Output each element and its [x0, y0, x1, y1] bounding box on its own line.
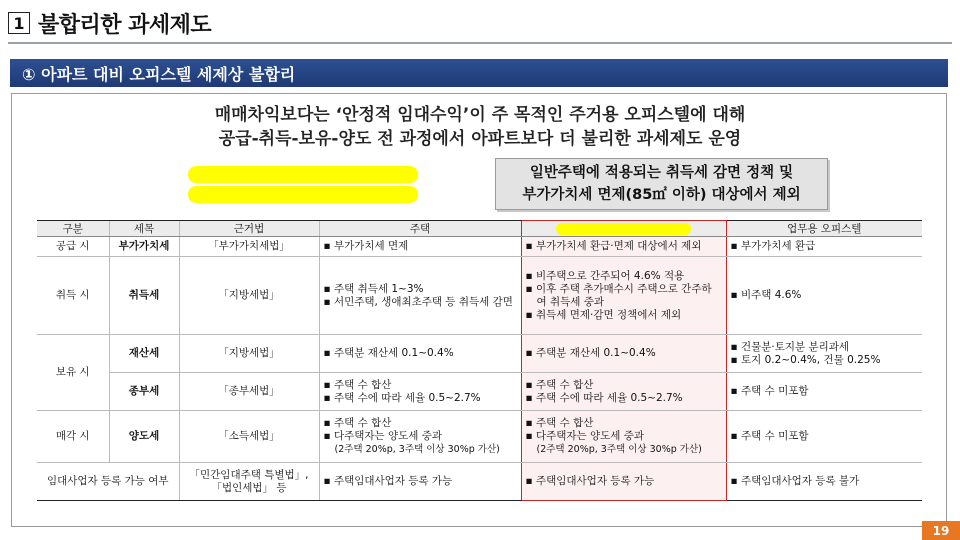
law-cell: 「지방세법」 — [179, 335, 319, 373]
table-row — [37, 373, 922, 411]
bullet-item: ▪ 주택 수에 따라 세율 0.5~2.7% — [525, 391, 683, 404]
title-text: 불합리한 과세제도 — [38, 12, 212, 38]
bullet-item: ▪ 다주택자는 양도세 중과 — [323, 430, 443, 442]
housing-cell — [319, 463, 521, 501]
bullet-item: ▪ 토지 0.2~0.4%, 건물 0.25% — [730, 353, 881, 366]
note-line2: 부가가치세 면제(85㎡ 이하) 대상에서 제외 — [522, 187, 801, 203]
headline-line1: 매매차익보다는 ‘안정적 임대수익’이 주 목적인 주거용 오피스텔에 대해 — [214, 105, 746, 125]
bullet-item: ▪ 서민주택, 생애최초주택 등 취득세 감면 — [323, 295, 513, 308]
note-line1: 일반주택에 적용되는 취득세 감면 정책 및 — [529, 165, 794, 181]
bullet-item: ▪ 건물분·토지분 분리과세 — [730, 340, 850, 353]
tax-cell: 취득세 — [109, 257, 179, 335]
officetel-cell — [521, 463, 726, 501]
table-row — [37, 463, 922, 501]
header-law: 근거법 — [179, 221, 319, 237]
slide-title — [8, 6, 211, 40]
title-divider — [8, 42, 952, 44]
business-cell — [726, 335, 922, 373]
tax-cell: 양도세 — [109, 411, 179, 463]
table-row — [37, 335, 922, 373]
housing-cell — [319, 257, 521, 335]
officetel-cell — [521, 335, 726, 373]
bullet-item: ▪ 주택임대사업자 등록 불가 — [730, 475, 860, 487]
page-number-badge: 19 — [922, 521, 960, 540]
stage-cell: 보유 시 — [37, 335, 109, 411]
table-row — [37, 237, 922, 257]
business-cell — [726, 237, 922, 257]
stage-cell: 매각 시 — [37, 411, 109, 463]
header-highlight-redaction — [556, 223, 691, 235]
bullet-item: ▪ 이후 주택 추가매수시 주택으로 간주하여 취득세 중과 — [525, 282, 712, 308]
header-housing: 주택 — [319, 221, 521, 237]
tax-comparison-table — [37, 220, 922, 501]
stage-cell: 취득 시 — [37, 257, 109, 335]
bullet-item: ▪ 비주택 4.6% — [730, 289, 802, 301]
officetel-cell — [521, 411, 726, 463]
business-cell — [726, 463, 922, 501]
business-cell — [726, 411, 922, 463]
bullet-item: ▪ 주택 수에 따라 세율 0.5~2.7% — [323, 391, 481, 404]
tax-cell: 종부세 — [109, 373, 179, 411]
law-cell: 「소득세법」 — [179, 411, 319, 463]
bullet-item: ▪ 주택분 재산세 0.1~0.4% — [525, 347, 656, 359]
header-tax: 세목 — [109, 221, 179, 237]
headline-line2: 공급-취득-보유-양도 전 과정에서 아파트보다 더 불리한 과세제도 운영 — [218, 129, 742, 149]
stage-cell: 공급 시 — [37, 237, 109, 257]
bullet-item: ▪ 주택 취득세 1~3% — [323, 282, 424, 295]
highlight-redaction-2 — [188, 186, 418, 203]
officetel-cell — [521, 257, 726, 335]
bullet-item: ▪ 주택 수 합산 — [525, 378, 594, 391]
law-cell: 「부가가치세법」 — [179, 237, 319, 257]
bullet-item: ▪ 주택 수 미포함 — [730, 430, 809, 442]
law-line2: 「법인세법」 등 — [211, 481, 287, 494]
business-cell — [726, 257, 922, 335]
section-header: ① 아파트 대비 오피스텔 세제상 불합리 — [10, 59, 948, 87]
note-box — [495, 158, 828, 210]
bullet-item: ▪ 주택분 재산세 0.1~0.4% — [323, 347, 454, 359]
title-number-box: 1 — [8, 12, 30, 34]
tax-cell: 부가가치세 — [109, 237, 179, 257]
surcharge-note: (2주택 20%p, 3주택 이상 30%p 가산) — [334, 444, 500, 455]
table-header-row — [37, 221, 922, 237]
tax-cell: 재산세 — [109, 335, 179, 373]
housing-cell — [319, 237, 521, 257]
bullet-item: ▪ 주택 수 합산 — [525, 417, 594, 429]
bullet-item: ▪ 주택임대사업자 등록 가능 — [525, 475, 655, 487]
surcharge-note: (2주택 20%p, 3주택 이상 30%p 가산) — [536, 444, 702, 455]
bullet-item: ▪ 취득세 면제·감면 정책에서 제외 — [525, 308, 682, 321]
table-row — [37, 257, 922, 335]
table-row — [37, 411, 922, 463]
bullet-item: ▪ 부가가치세 환급·면제 대상에서 제외 — [525, 240, 702, 252]
header-business-officetel: 업무용 오피스텔 — [726, 221, 922, 237]
bullet-item: ▪ 주택 수 미포함 — [730, 385, 809, 397]
business-cell — [726, 373, 922, 411]
law-cell — [179, 463, 319, 501]
bullet-item: ▪ 비주택으로 간주되어 4.6% 적용 — [525, 269, 685, 282]
bullet-item: ▪ 주택 수 합산 — [323, 417, 392, 429]
officetel-cell — [521, 373, 726, 411]
housing-cell — [319, 373, 521, 411]
bullet-item: ▪ 부가가치세 면제 — [323, 240, 409, 252]
law-line1: 「민간임대주택 특별법」, — [189, 468, 309, 481]
bullet-item: ▪ 다주택자는 양도세 중과 — [525, 430, 645, 442]
law-cell: 「지방세법」 — [179, 257, 319, 335]
header-officetel — [521, 221, 726, 237]
bullet-item: ▪ 주택임대사업자 등록 가능 — [323, 475, 453, 487]
header-category: 구분 — [37, 221, 109, 237]
bullet-item: ▪ 주택 수 합산 — [323, 378, 392, 391]
headline — [0, 103, 960, 151]
stage-cell: 임대사업자 등록 가능 여부 — [37, 463, 179, 501]
housing-cell — [319, 411, 521, 463]
bullet-item: ▪ 부가가치세 환급 — [730, 240, 816, 252]
housing-cell — [319, 335, 521, 373]
law-cell: 「종부세법」 — [179, 373, 319, 411]
officetel-cell — [521, 237, 726, 257]
highlight-redaction-1 — [188, 166, 418, 183]
